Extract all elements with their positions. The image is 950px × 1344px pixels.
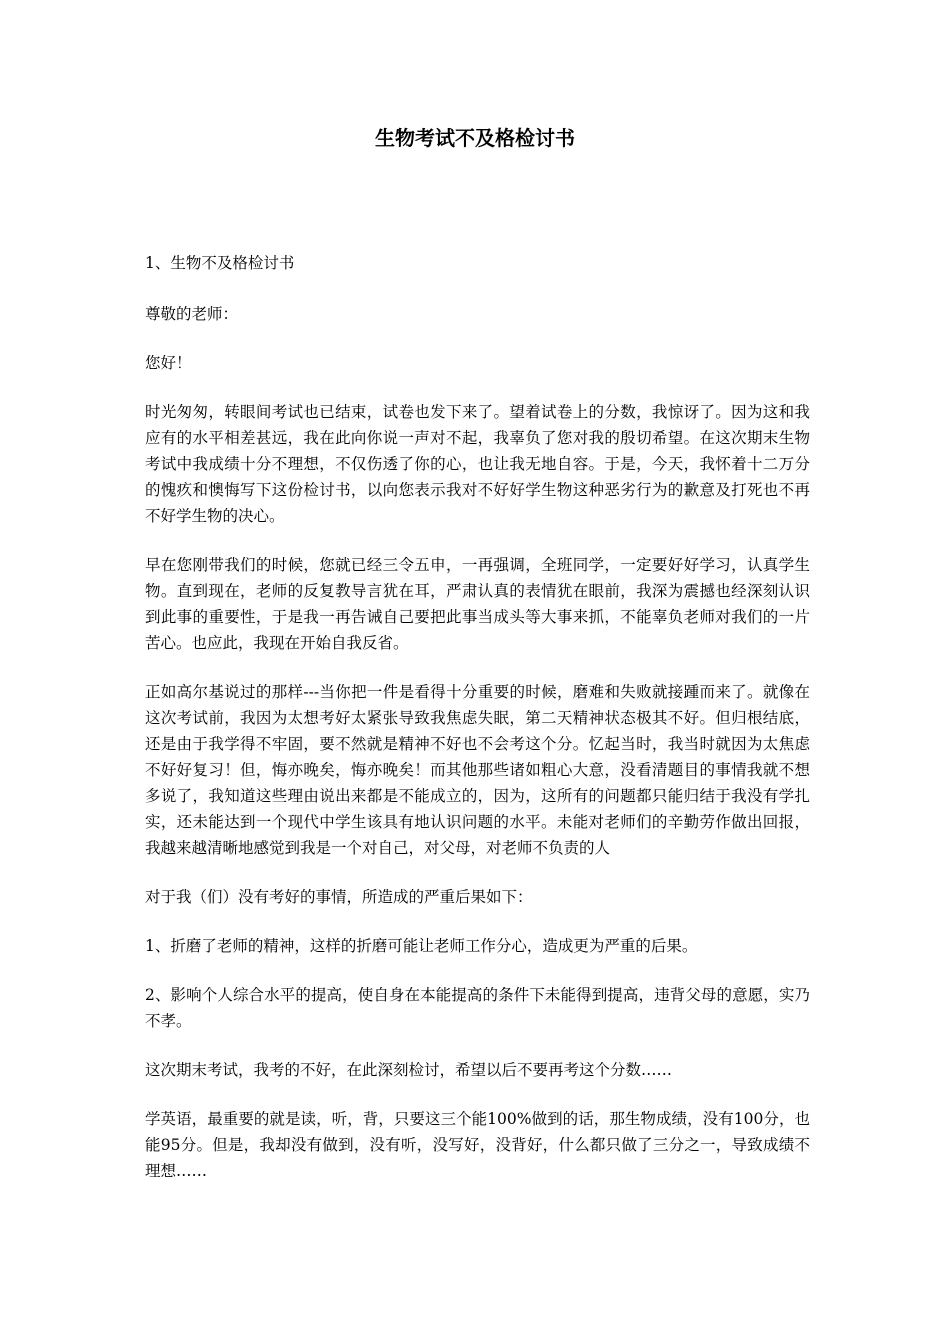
greeting: 您好！ — [145, 354, 192, 372]
paragraph-reflection: 正如高尔基说过的那样---当你把一件是看得十分重要的时候，磨难和失败就接踵而来了。就像在这次考试前，我因为太想考好太紧张导致我焦虑失眠，第二天精神状态极其不好。但归根结底，还是由于我学得不牢固，要不然就是精神不好也不会考这个分。忆起当时，我当时就因为太焦虑不好好复习！但，悔亦晚矣，悔亦晚矣！而其他那些诸如粗心大意，没看清题目的事情我就不想多说了，我知道这些理由说出来都是不能成立的，因为，这所有的问题都只能归结于我没有学扎实，还未能达到一个现代中学生该具有地认识问题的水平。未能对老师们的辛勤劳作做出回报，我越来越清晰地感觉到我是一个对自己，对父母，对老师不负责的人 — [145, 683, 810, 857]
paragraph-intro: 时光匆匆，转眼间考试也已结束，试卷也发下来了。望着试卷上的分数，我惊讶了。因为这和我应有的水平相差甚远，我在此向你说一声对不起，我辜负了您对我的殷切希望。在这次期末生物考试中我成绩十分不理想，不仅伤透了你的心，也让我无地自容。于是，今天，我怀着十二万分的愧疚和懊悔写下这份检讨书，以向您表示我对不好好学生物这种恶劣行为的歉意及打死也不再不好学生物的决心。 — [145, 403, 810, 525]
consequence-item-2: 2、影响个人综合水平的提高，使自身在本能提高的条件下未能得到提高，违背父母的意愿，实乃不孝。 — [145, 986, 810, 1030]
document-body — [145, 250, 810, 1207]
consequence-item-1: 1、折磨了老师的精神，这样的折磨可能让老师工作分心，造成更为严重的后果。 — [145, 937, 698, 955]
paragraph-exam-summary: 这次期末考试，我考的不好，在此深刻检讨，希望以后不要再考这个分数…… — [145, 1061, 673, 1079]
salutation: 尊敬的老师： — [145, 305, 239, 323]
document-title: 生物考试不及格检讨书 — [375, 126, 575, 150]
paragraph-study-method: 学英语，最重要的就是读，听，背，只要这三个能100%做到的话，那生物成绩，没有100分，也能95分。但是，我却没有做到，没有听，没写好，没背好，什么都只做了三分之一，导致成绩不理想…… — [145, 1110, 810, 1180]
paragraph-consequences-intro: 对于我（们）没有考好的事情，所造成的严重后果如下： — [145, 888, 533, 906]
section-heading: 1、生物不及格检讨书 — [145, 254, 295, 272]
paragraph-teacher-advice: 早在您刚带我们的时候，您就已经三令五申，一再强调，全班同学，一定要好好学习，认真学生物。直到现在，老师的反复教导言犹在耳，严肃认真的表情犹在眼前，我深为震撼也经深刻认识到此事的重要性，于是我一再告诫自己要把此事当成头等大事来抓，不能辜负老师对我们的一片苦心。也应此，我现在开始自我反省。 — [145, 556, 810, 652]
